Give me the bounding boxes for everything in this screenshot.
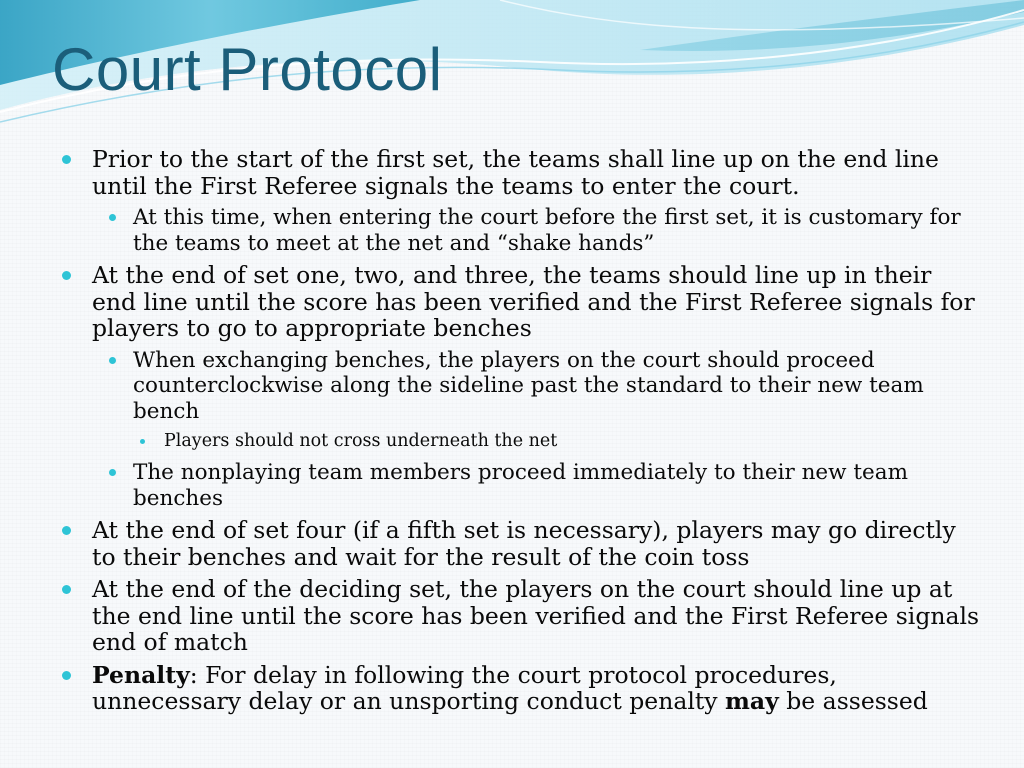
sub-sub-bullet-item bbox=[60, 430, 980, 452]
bullet-dot-icon bbox=[109, 357, 116, 364]
sub-bullet-item bbox=[60, 348, 980, 425]
bullet-list bbox=[60, 146, 980, 721]
bullet-text: Players should not cross underneath the net bbox=[164, 431, 558, 451]
bullet-dot-icon bbox=[62, 155, 71, 164]
bullet-text: At the end of the deciding set, the players on the court should line up at the end line until the score has been verified and the First Referee signals end of match bbox=[92, 575, 980, 656]
penalty-text-part1: : For delay in following the court protocol procedures, unnecessary delay or an unsporting conduct penalty bbox=[92, 660, 837, 715]
bullet-dot-icon bbox=[62, 526, 71, 535]
bullet-item bbox=[60, 146, 980, 199]
bullet-dot-icon bbox=[62, 671, 71, 680]
bullet-item bbox=[60, 262, 980, 342]
bullet-text: At this time, when entering the court before the first set, it is customary for the teams to meet at the net and “shake hands” bbox=[133, 205, 961, 256]
bullet-dot-icon bbox=[62, 585, 71, 594]
penalty-bullet-item bbox=[60, 662, 980, 715]
bullet-text: At the end of set one, two, and three, the teams should line up in their end line until the score has been verified and the First Referee signals for players to go to appropriate benches bbox=[92, 261, 975, 342]
bullet-text: Prior to the start of the first set, the teams shall line up on the end line until the First Referee signals the teams to enter the court. bbox=[92, 145, 939, 200]
bullet-text: The nonplaying team members proceed immediately to their new team benches bbox=[133, 460, 908, 511]
sub-bullet-item bbox=[60, 205, 980, 256]
bullet-dot-icon bbox=[62, 271, 71, 280]
penalty-text-part2: be assessed bbox=[778, 687, 928, 715]
penalty-emphasis: may bbox=[725, 687, 779, 715]
sub-bullet-item bbox=[60, 460, 980, 511]
bullet-item bbox=[60, 517, 980, 570]
penalty-text bbox=[92, 662, 980, 715]
bullet-text: At the end of set four (if a fifth set is necessary), players may go directly to their benches and wait for the result of the coin toss bbox=[92, 516, 956, 571]
bullet-dot-icon bbox=[109, 214, 116, 221]
bullet-text: When exchanging benches, the players on the court should proceed counterclockwise along the sideline past the standard to their new team bench bbox=[133, 347, 924, 424]
bullet-dot-icon bbox=[109, 469, 116, 476]
bullet-item bbox=[60, 576, 980, 656]
bullet-dot-icon bbox=[140, 439, 145, 444]
slide-title: Court Protocol bbox=[52, 36, 443, 103]
penalty-label: Penalty bbox=[92, 660, 190, 689]
